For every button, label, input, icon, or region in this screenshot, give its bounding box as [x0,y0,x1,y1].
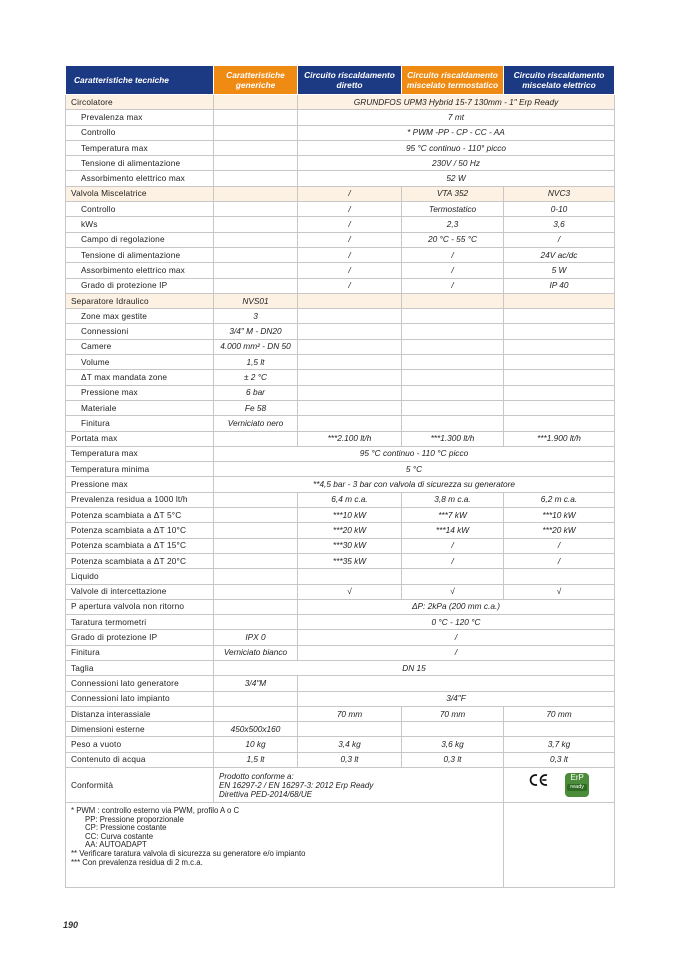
cell-value: 70 mm [402,706,504,721]
cell-value: 5 °C [214,462,615,477]
cell-value: 0 °C - 120 °C [298,615,615,630]
cell-value: 6,4 m c.a. [298,492,402,507]
footnote: * PWM : controllo esterno via PWM, profilo A o C [71,806,240,816]
table-row [66,477,615,492]
row-label: Valvole di intercettazione [66,584,214,599]
row-label: P apertura valvola non ritorno [66,599,214,614]
row-label: ΔT max mandata zone [66,370,214,385]
table-row-notes [66,803,615,888]
cell-value: 3,6 [504,217,615,232]
row-label: Grado di protezione IP [66,630,214,645]
row-label: Potenza scambiata a ΔT 15°C [66,538,214,553]
row-label: Potenza scambiata a ΔT 10°C [66,523,214,538]
cell-value: / [298,278,402,293]
cell-value: Fe 58 [214,400,298,415]
table-row [66,293,615,308]
table-row [66,110,615,125]
conformity-line: EN 16297-2 / EN 16297-3: 2012 Erp Ready [219,780,374,790]
header-direct: Circuito riscaldamento diretto [298,66,402,95]
row-label: Connessioni [66,324,214,339]
table-row [66,125,615,140]
cell-value: / [402,263,504,278]
table-row [66,569,615,584]
row-label: Temperatura max [66,446,214,461]
row-label: Finitura [66,645,214,660]
cell-value: / [402,553,504,568]
cell-value: / [298,232,402,247]
table-row [66,752,615,767]
erp-ready-logo [565,773,589,797]
cell-value: ***1.300 lt/h [402,431,504,446]
footnote: AA: AUTOADAPT [85,840,147,850]
row-label: kWs [66,217,214,232]
table-row [66,186,615,201]
row-label: Assorbimento elettrico max [66,263,214,278]
table-row [66,339,615,354]
table-row [66,645,615,660]
row-label: Separatore Idraulico [66,293,214,308]
row-label: Circolatore [66,95,214,110]
table-row [66,232,615,247]
row-label: Pressione max [66,385,214,400]
cell-value: 450x500x160 [214,722,298,737]
cell-value: ***1.900 lt/h [504,431,615,446]
row-label: Zone max gestite [66,309,214,324]
row-label: Portata max [66,431,214,446]
cell-value: 1,5 lt [214,355,298,370]
row-label: Temperatura minima [66,462,214,477]
row-label: Contenuto di acqua [66,752,214,767]
conformity-line: Direttiva PED-2014/68/UE [219,789,312,799]
table-row [66,676,615,691]
row-label: Pressione max [66,477,214,492]
cell-value: 0,3 lt [402,752,504,767]
table-row [66,722,615,737]
header-thermostatic: Circuito riscaldamento miscelato termostatico [402,66,504,95]
cell-value: 7 mt [298,110,615,125]
cell-value: ***35 kW [298,553,402,568]
cell-value: IP 40 [504,278,615,293]
cell-value: / [402,538,504,553]
ce-mark-icon [529,773,549,791]
table-row [66,324,615,339]
cell-value: 95 °C continuo - 110° picco [298,140,615,155]
cell-value: Termostatico [402,202,504,217]
technical-specs-table [65,65,615,888]
cell-value: ***7 kW [402,508,504,523]
cell-value: GRUNDFOS UPM3 Hybrid 15-7 130mm - 1" Erp Ready [298,95,615,110]
cell-value: 2,3 [402,217,504,232]
cell-value: 0,3 lt [298,752,402,767]
row-label: Conformità [66,768,214,803]
row-label: Dimensioni esterne [66,722,214,737]
certification-logos [504,768,615,803]
cell-value: 10 kg [214,737,298,752]
cell-value: * PWM -PP - CP - CC - AA [298,125,615,140]
table-row [66,416,615,431]
table-row [66,355,615,370]
cell-value: 3,7 kg [504,737,615,752]
footnote: CP: Pressione costante [85,823,167,833]
cell-value: Verniciato bianco [214,645,298,660]
row-label: Assorbimento elettrico max [66,171,214,186]
table-row [66,538,615,553]
table-row [66,385,615,400]
cell-value: NVS01 [214,293,298,308]
cell-value: 3,4 kg [298,737,402,752]
header-row [66,66,615,95]
cell-value: NVC3 [504,186,615,201]
table-row [66,523,615,538]
footnotes [66,803,504,888]
header-technical: Caratteristiche tecniche [66,66,214,95]
cell-value: 24V ac/dc [504,247,615,262]
row-label: Potenza scambiata a ΔT 5°C [66,508,214,523]
table-row [66,630,615,645]
row-label: Controllo [66,125,214,140]
cell-value: 0,3 lt [504,752,615,767]
cell-value: ***20 kW [298,523,402,538]
table-row [66,309,615,324]
table-row [66,691,615,706]
cell-value: 3/4" M - DN20 [214,324,298,339]
row-label: Connessioni lato generatore [66,676,214,691]
cell-value: 70 mm [504,706,615,721]
cell-value: / [298,186,402,201]
table-row [66,553,615,568]
table-row [66,492,615,507]
table-row [66,431,615,446]
row-label: Prevalenza max [66,110,214,125]
cell-value: / [402,247,504,262]
row-label: Potenza scambiata a ΔT 20°C [66,553,214,568]
cell-value: / [504,232,615,247]
cell-value: ***14 kW [402,523,504,538]
check-mark: √ [504,584,615,599]
footnote: ** Verificare taratura valvola di sicurezza su generatore e/o impianto [71,849,306,859]
cell-value: 52 W [298,171,615,186]
cell-value: 3 [214,309,298,324]
table-row [66,462,615,477]
table-row [66,217,615,232]
table-row [66,95,615,110]
header-electric: Circuito riscaldamento miscelato elettrico [504,66,615,95]
table-row [66,584,615,599]
erp-logo-bottom: ready [567,784,587,791]
table-row [66,263,615,278]
cell-value: ± 2 °C [214,370,298,385]
conformity-line: Prodotto conforme a: [219,771,294,781]
row-label: Camere [66,339,214,354]
cell-value: / [504,553,615,568]
table-row-conformity [66,768,615,803]
cell-value: 6 bar [214,385,298,400]
cell-value: 3,8 m c.a. [402,492,504,507]
footnote: *** Con prevalenza residua di 2 m.c.a. [71,857,203,867]
cell-value: / [298,217,402,232]
table-row [66,247,615,262]
cell-value: 4.000 mm² - DN 50 [214,339,298,354]
table-row [66,400,615,415]
row-label: Materiale [66,400,214,415]
cell-value: ***2.100 lt/h [298,431,402,446]
row-label: Taglia [66,660,214,675]
cell-value: **4,5 bar - 3 bar con valvola di sicurezza su generatore [214,477,615,492]
table-row [66,202,615,217]
page-number: 190 [63,920,79,930]
table-row [66,370,615,385]
cell-value: ΔP: 2kPa (200 mm c.a.) [298,599,615,614]
table-row [66,278,615,293]
cell-value: ***10 kW [298,508,402,523]
footnote: CC: Curva costante [85,831,154,841]
check-mark: √ [298,584,402,599]
cell-value: Verniciato nero [214,416,298,431]
cell-value: / [402,278,504,293]
row-label: Prevalenza residua a 1000 lt/h [66,492,214,507]
cell-value: / [298,263,402,278]
table-row [66,599,615,614]
cell-value: / [298,247,402,262]
cell-value: / [504,538,615,553]
cell-value: / [298,202,402,217]
conformity-text [214,768,504,803]
row-label: Grado di protezione IP [66,278,214,293]
cell-value: 0-10 [504,202,615,217]
cell-value: ***10 kW [504,508,615,523]
row-label: Connessioni lato impianto [66,691,214,706]
cell-value: IPX 0 [214,630,298,645]
row-label: Campo di regolazione [66,232,214,247]
cell-value: 5 W [504,263,615,278]
cell-value: 70 mm [298,706,402,721]
row-label: Tensione di alimentazione [66,156,214,171]
cell-value: 20 °C - 55 °C [402,232,504,247]
table-row [66,737,615,752]
table-row [66,140,615,155]
row-label: Finitura [66,416,214,431]
check-mark: √ [402,584,504,599]
row-label: Volume [66,355,214,370]
erp-logo-top: ErP [570,773,584,783]
row-label: Distanza interassiale [66,706,214,721]
row-label: Liquido [66,569,214,584]
table-row [66,660,615,675]
table-row [66,446,615,461]
cell-value: DN 15 [214,660,615,675]
table-row [66,706,615,721]
row-label: Temperatura max [66,140,214,155]
cell-value: 6,2 m c.a. [504,492,615,507]
cell-value: 3,6 kg [402,737,504,752]
cell-value: 3/4"M [214,676,298,691]
row-label: Peso a vuoto [66,737,214,752]
cell-value: 230V / 50 Hz [298,156,615,171]
cell-value: ***20 kW [504,523,615,538]
cell-value: ***30 kW [298,538,402,553]
table-row [66,508,615,523]
cell-value: / [298,630,615,645]
cell-value: 1,5 lt [214,752,298,767]
cell-value: VTA 352 [402,186,504,201]
table-row [66,171,615,186]
row-label: Taratura termometri [66,615,214,630]
cell-value: / [298,645,615,660]
row-label: Controllo [66,202,214,217]
table-row [66,156,615,171]
table-row [66,615,615,630]
header-generic: Caratteristiche generiche [214,66,298,95]
footnote: PP: Pressione proporzionale [85,814,184,824]
row-label: Tensione di alimentazione [66,247,214,262]
cell-value: 3/4"F [298,691,615,706]
row-label: Valvola Miscelatrice [66,186,214,201]
cell-value: 95 °C continuo - 110 °C picco [214,446,615,461]
